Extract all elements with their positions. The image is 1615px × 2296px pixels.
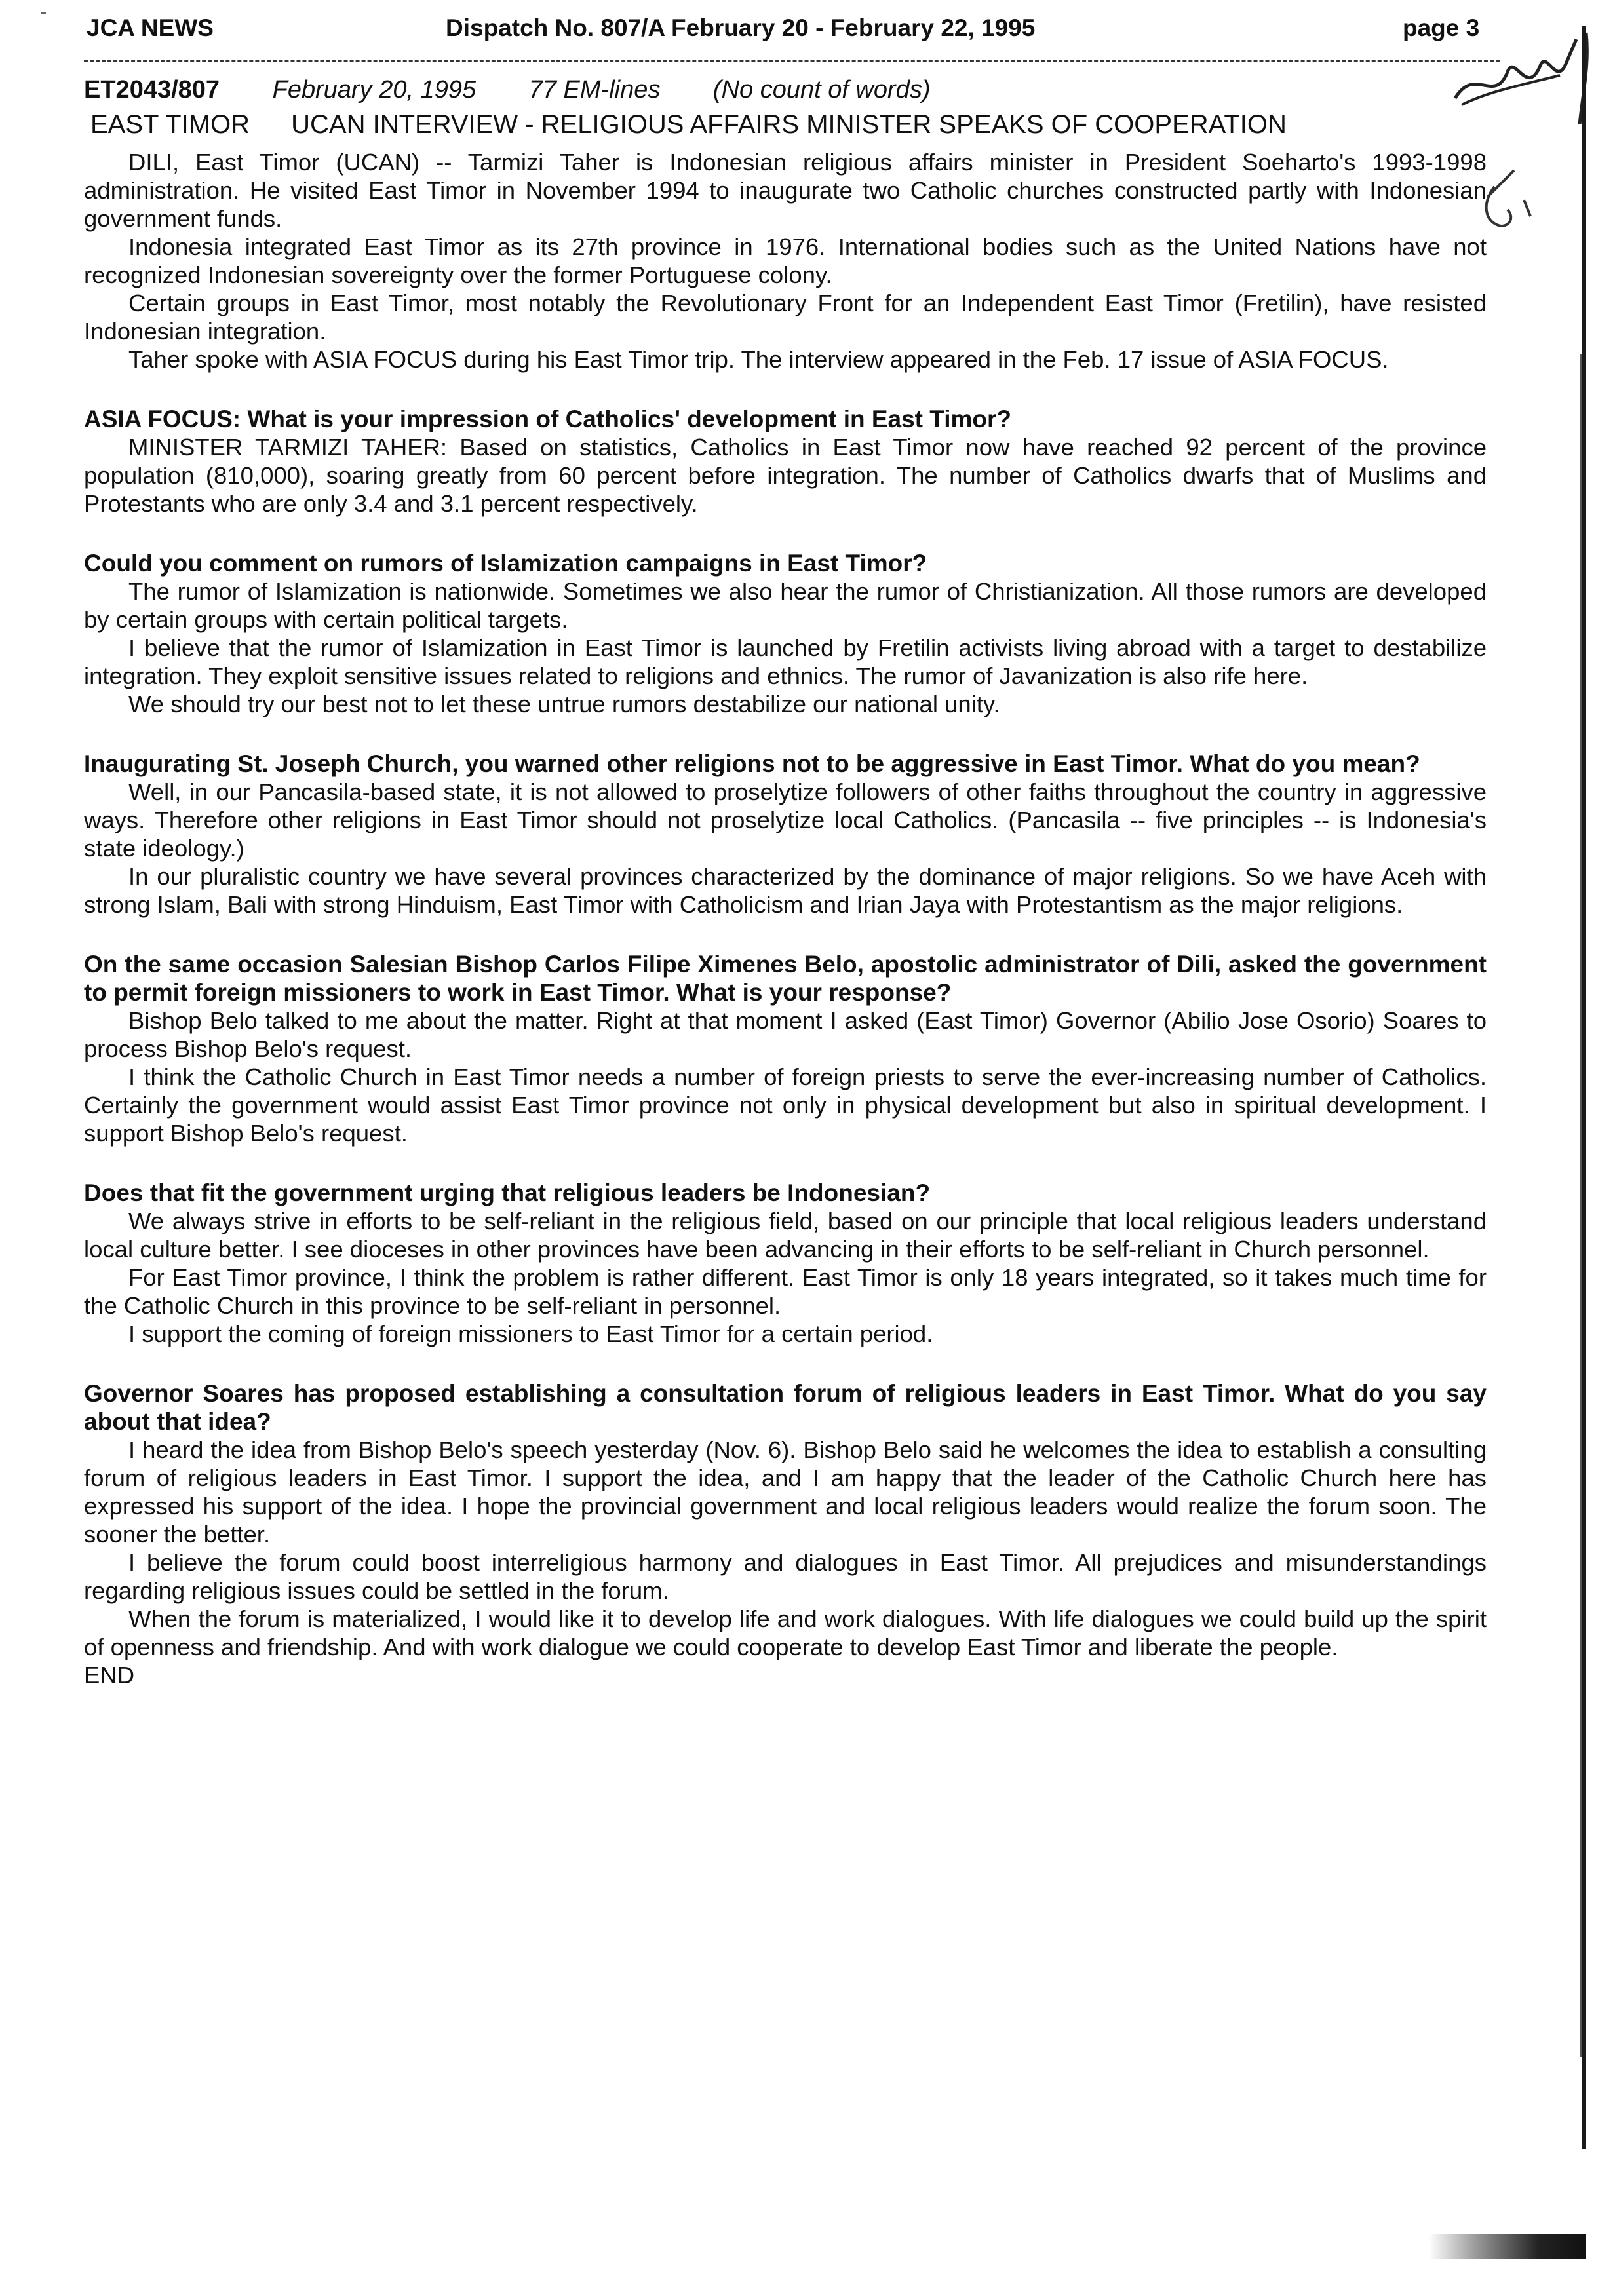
dispatch-info: Dispatch No. 807/A February 20 - February 22, 1995: [446, 14, 1036, 41]
story-headline: [90, 110, 1500, 140]
story-code: ET2043/807: [84, 76, 220, 104]
answer-paragraph: I support the coming of foreign missioners to East Timor for a certain period.: [128, 1320, 933, 1347]
answer-paragraph: MINISTER TARMIZI TAHER: Based on statistics, Catholics in East Timor now have reached 92 percent of the province population (810,000), soaring greatly from 60 percent before integration. The number of Catholics dwarfs that of Muslims and Protestants who are only 3.4 and 3.1 percent respectively.: [84, 434, 1487, 517]
answer-paragraph: For East Timor province, I think the problem is rather different. East Timor is only 18 years integrated, so it takes much time for the Catholic Church in this province to be self-reliant in personnel.: [84, 1264, 1487, 1319]
intro-paragraph: Indonesia integrated East Timor as its 27th province in 1976. International bodies such as the United Nations have not recognized Indonesian sovereignty over the former Portuguese colony.: [84, 233, 1487, 288]
story-meta: [84, 76, 1473, 104]
answer-paragraph: We always strive in efforts to be self-reliant in the religious field, based on our principle that local religious leaders understand local culture better. I see dioceses in other provinces have been advancing in their efforts to be self-reliant in Church personnel.: [84, 1208, 1487, 1263]
interview-question: ASIA FOCUS: What is your impression of Catholics' development in East Timor?: [84, 406, 1011, 432]
answer-paragraph: Bishop Belo talked to me about the matter. Right at that moment I asked (East Timor) Governor (Abilio Jose Osorio) Soares to process Bishop Belo's request.: [84, 1007, 1487, 1062]
answer-paragraph: We should try our best not to let these untrue rumors destabilize our national unity.: [128, 691, 1000, 718]
word-count-note: (No count of words): [712, 76, 931, 104]
answer-paragraph: Well, in our Pancasila-based state, it is not allowed to proselytize followers of other faiths throughout the country in aggressive ways. Therefore other religions in East Timor should not proselytize local Catholics. (Pancasila -- five principles -- is Indonesia's state ideology.): [84, 778, 1487, 862]
story-date: February 20, 1995: [272, 76, 477, 104]
interview-question: Inaugurating St. Joseph Church, you warned other religions not to be aggressive in East Timor. What do you mean?: [84, 750, 1420, 777]
intro-paragraph: Certain groups in East Timor, most notably the Revolutionary Front for an Independent East Timor (Fretilin), have resisted Indonesian integration.: [84, 290, 1487, 345]
answer-paragraph: I heard the idea from Bishop Belo's speech yesterday (Nov. 6). Bishop Belo said he welcomes the idea to establish a consulting forum of religious leaders in East Timor. I support the idea, and I am happy that the leader of the Catholic Church here has expressed his support of the idea. I hope the provincial government and local religious leaders would realize the forum soon. The sooner the better.: [84, 1436, 1487, 1548]
interview-question: Governor Soares has proposed establishing a consultation forum of religious leaders in East Timor. What do you say about that idea?: [84, 1380, 1487, 1435]
article-body: [84, 148, 1487, 1689]
dateline-place: EAST TIMOR: [90, 110, 250, 139]
scan-smudge: [1429, 2234, 1586, 2259]
end-marker: END: [84, 1662, 135, 1689]
headline-text: UCAN INTERVIEW - RELIGIOUS AFFAIRS MINISTER SPEAKS OF COOPERATION: [291, 110, 1287, 139]
answer-paragraph: I believe that the rumor of Islamization in East Timor is launched by Fretilin activists living abroad with a target to destabilize integration. They exploit sensitive issues related to religions and ethnics. The rumor of Javanization is also rife here.: [84, 634, 1487, 689]
interview-question: Could you comment on rumors of Islamization campaigns in East Timor?: [84, 550, 927, 577]
intro-paragraph: Taher spoke with ASIA FOCUS during his East Timor trip. The interview appeared in the Feb. 17 issue of ASIA FOCUS.: [128, 346, 1389, 373]
interview-question: Does that fit the government urging that religious leaders be Indonesian?: [84, 1179, 931, 1206]
answer-paragraph: When the forum is materialized, I would like it to develop life and work dialogues. With life dialogues we could build up the spirit of openness and friendship. And with work dialogue we could cooperate to develop East Timor and liberate the people.: [84, 1605, 1487, 1660]
story-lines: 77 EM-lines: [528, 76, 661, 104]
agency-name: JCA NEWS: [87, 14, 214, 41]
scan-edge-line: [1582, 26, 1586, 2149]
dispatch-header: [39, 14, 1508, 54]
handwritten-margin-note: [1475, 164, 1547, 236]
answer-paragraph: I think the Catholic Church in East Timor needs a number of foreign priests to serve the ever-increasing number of Catholics. Certainly the government would assist East Timor province not only in physical development but also in spiritual development. I support Bishop Belo's request.: [84, 1063, 1487, 1147]
answer-paragraph: In our pluralistic country we have several provinces characterized by the dominance of major religions. So we have Aceh with strong Islam, Bali with strong Hinduism, East Timor with Catholicism and Irian Jaya with Protestantism as the major religions.: [84, 863, 1487, 918]
answer-paragraph: I believe the forum could boost interreligious harmony and dialogues in East Timor. All prejudices and misunderstandings regarding religious issues could be settled in the forum.: [84, 1549, 1487, 1604]
page-number: page 3: [1403, 14, 1480, 41]
handwritten-initials-mark: [1449, 26, 1599, 124]
scan-speck: [41, 12, 46, 14]
dashed-divider: [84, 60, 1500, 62]
scan-edge-line: [1580, 354, 1582, 2057]
interview-question: On the same occasion Salesian Bishop Carlos Filipe Ximenes Belo, apostolic administrator of Dili, asked the government to permit foreign missioners to work in East Timor. What is your response?: [84, 951, 1487, 1006]
intro-paragraph: DILI, East Timor (UCAN) -- Tarmizi Taher is Indonesian religious affairs minister in President Soeharto's 1993-1998 administration. He visited East Timor in November 1994 to inaugurate two Catholic churches constructed partly with Indonesian government funds.: [84, 149, 1487, 232]
answer-paragraph: The rumor of Islamization is nationwide. Sometimes we also hear the rumor of Christianization. All those rumors are developed by certain groups with certain political targets.: [84, 578, 1487, 633]
